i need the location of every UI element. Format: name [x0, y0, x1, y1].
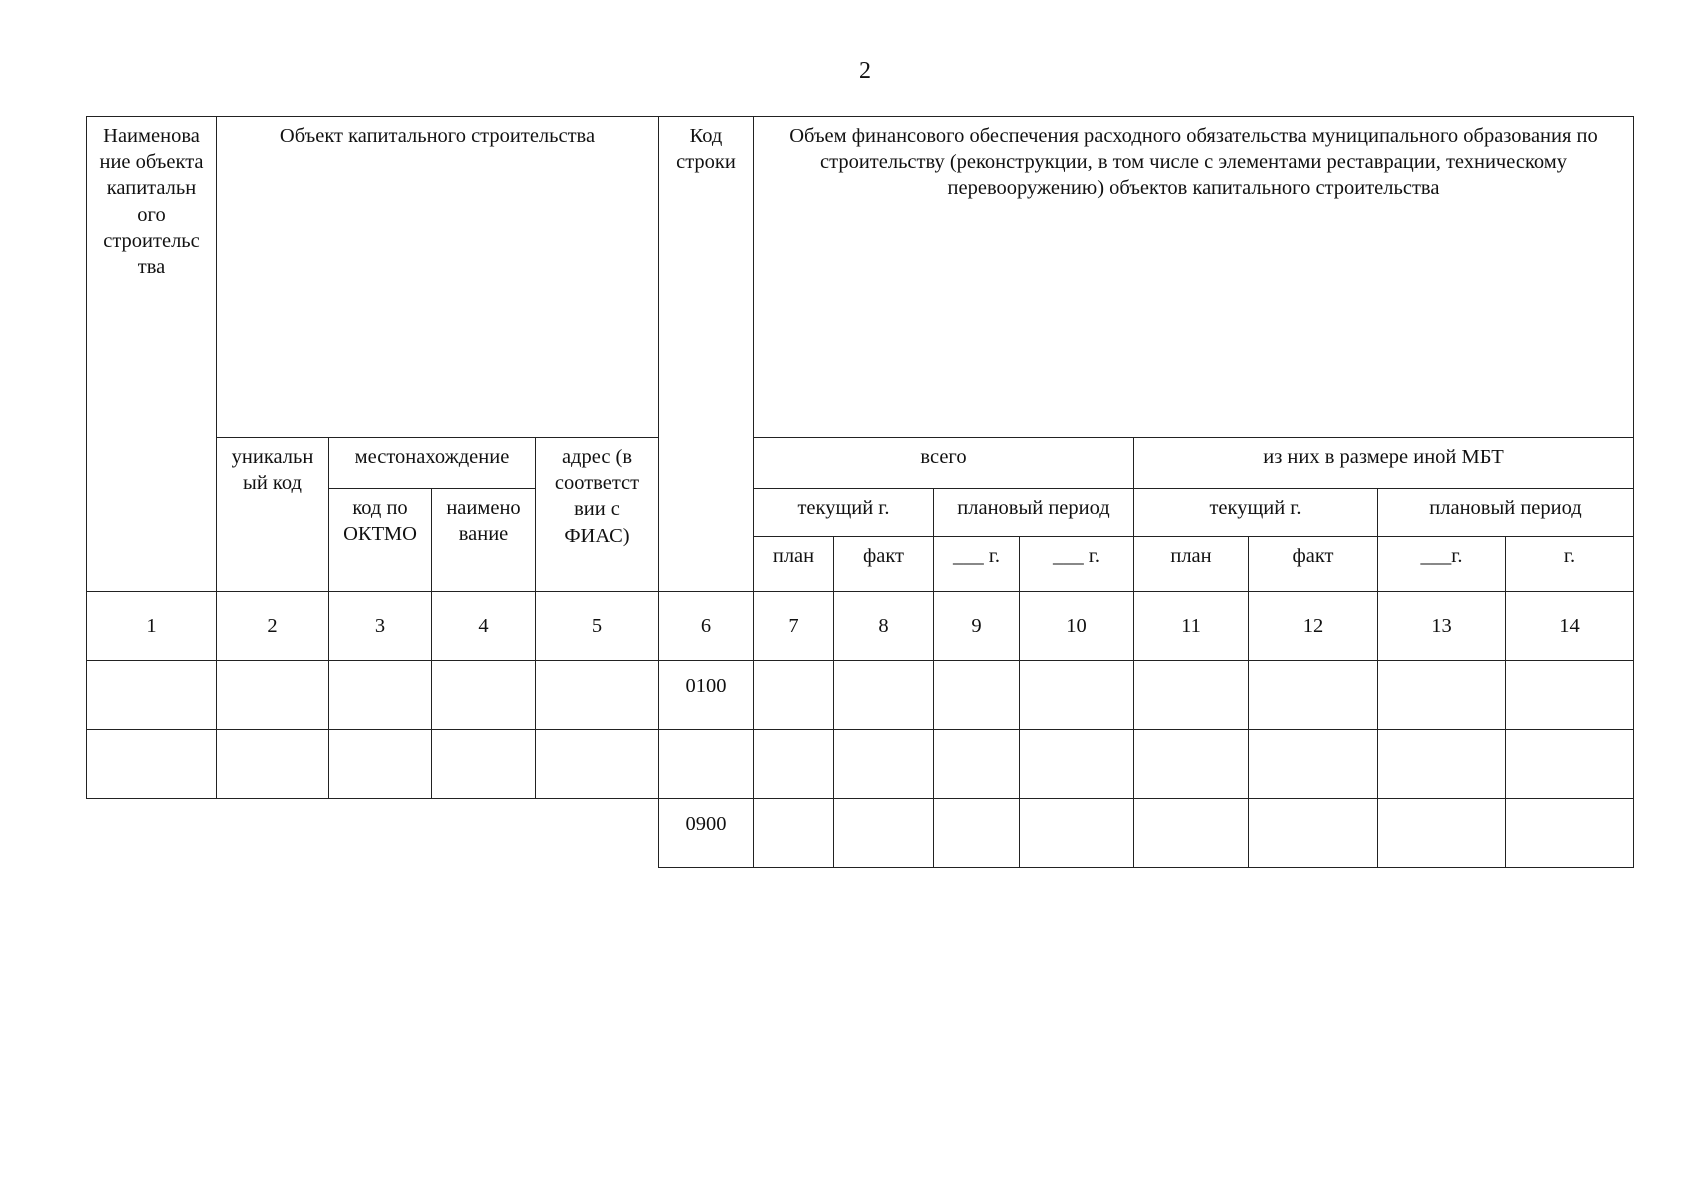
header-year-13: ___г. [1378, 537, 1506, 592]
column-number: 14 [1506, 592, 1634, 661]
table-cell[interactable] [536, 730, 659, 799]
table-cell[interactable] [1378, 730, 1506, 799]
header-row-code: Код строки [659, 117, 754, 592]
table-cell[interactable] [1506, 799, 1634, 868]
table-cell[interactable] [1020, 799, 1134, 868]
column-number: 11 [1134, 592, 1249, 661]
header-capital-object: Объект капитального строительства [217, 117, 659, 438]
table-cell[interactable] [1249, 799, 1378, 868]
column-number: 4 [432, 592, 536, 661]
table-cell[interactable] [834, 661, 934, 730]
table-cell[interactable] [834, 730, 934, 799]
column-number: 2 [217, 592, 329, 661]
empty-space [87, 799, 659, 868]
header-object-name: Наименова ние объекта капитальн ого строительс тва [87, 117, 217, 592]
table-cell[interactable] [1020, 730, 1134, 799]
column-number: 6 [659, 592, 754, 661]
column-number: 10 [1020, 592, 1134, 661]
table-cell[interactable] [754, 730, 834, 799]
table-cell[interactable] [1378, 661, 1506, 730]
header-fact-total: факт [834, 537, 934, 592]
header-financing-volume: Объем финансового обеспечения расходного обязательства муниципального образования по строительству (реконструкции, в том числе с элементами реставрации, техническому перевооружению) объектов капитального строительства [754, 117, 1634, 438]
header-location-name: наимено вание [432, 489, 536, 592]
table-cell[interactable] [1506, 661, 1634, 730]
row-code-cell: 0900 [659, 799, 754, 868]
table-cell[interactable] [432, 661, 536, 730]
table-cell[interactable] [934, 730, 1020, 799]
header-of-which-mbt: из них в размере иной МБТ [1134, 438, 1634, 489]
column-number: 13 [1378, 592, 1506, 661]
table-cell[interactable] [432, 730, 536, 799]
table-cell[interactable] [329, 730, 432, 799]
header-plan-total: план [754, 537, 834, 592]
column-number: 9 [934, 592, 1020, 661]
table-cell[interactable] [1134, 661, 1249, 730]
table-cell[interactable] [754, 799, 834, 868]
table-cell[interactable] [217, 730, 329, 799]
column-number: 1 [87, 592, 217, 661]
table-cell[interactable] [87, 730, 217, 799]
table-cell[interactable] [217, 661, 329, 730]
header-unique-code: уникальн ый код [217, 438, 329, 592]
header-planned-period-mbt: плановый период [1378, 489, 1634, 537]
table-cell[interactable] [754, 661, 834, 730]
table-cell[interactable] [1020, 661, 1134, 730]
page-number: 2 [859, 58, 871, 84]
header-plan-mbt: план [1134, 537, 1249, 592]
header-oktmo: код по ОКТМО [329, 489, 432, 592]
header-year-10: ___ г. [1020, 537, 1134, 592]
header-location: местонахождение [329, 438, 536, 489]
header-current-year-total: текущий г. [754, 489, 934, 537]
table-cell[interactable] [329, 661, 432, 730]
column-number: 8 [834, 592, 934, 661]
table-cell[interactable] [87, 661, 217, 730]
column-number: 5 [536, 592, 659, 661]
table-cell[interactable] [1134, 799, 1249, 868]
table-cell[interactable] [934, 799, 1020, 868]
row-code-cell [659, 730, 754, 799]
column-number: 3 [329, 592, 432, 661]
header-year-14: г. [1506, 537, 1634, 592]
table-cell[interactable] [1134, 730, 1249, 799]
table-cell[interactable] [536, 661, 659, 730]
column-number: 12 [1249, 592, 1378, 661]
table-cell[interactable] [1378, 799, 1506, 868]
table-cell[interactable] [834, 799, 934, 868]
column-number: 7 [754, 592, 834, 661]
row-code-cell: 0100 [659, 661, 754, 730]
header-current-year-mbt: текущий г. [1134, 489, 1378, 537]
table-cell[interactable] [1249, 730, 1378, 799]
table-cell[interactable] [1249, 661, 1378, 730]
header-year-9: ___ г. [934, 537, 1020, 592]
header-planned-period-total: плановый период [934, 489, 1134, 537]
table-cell[interactable] [934, 661, 1020, 730]
table-cell[interactable] [1506, 730, 1634, 799]
financing-form-table [86, 116, 1634, 868]
header-fact-mbt: факт [1249, 537, 1378, 592]
header-total: всего [754, 438, 1134, 489]
header-address: адрес (в соответст вии с ФИАС) [536, 438, 659, 592]
